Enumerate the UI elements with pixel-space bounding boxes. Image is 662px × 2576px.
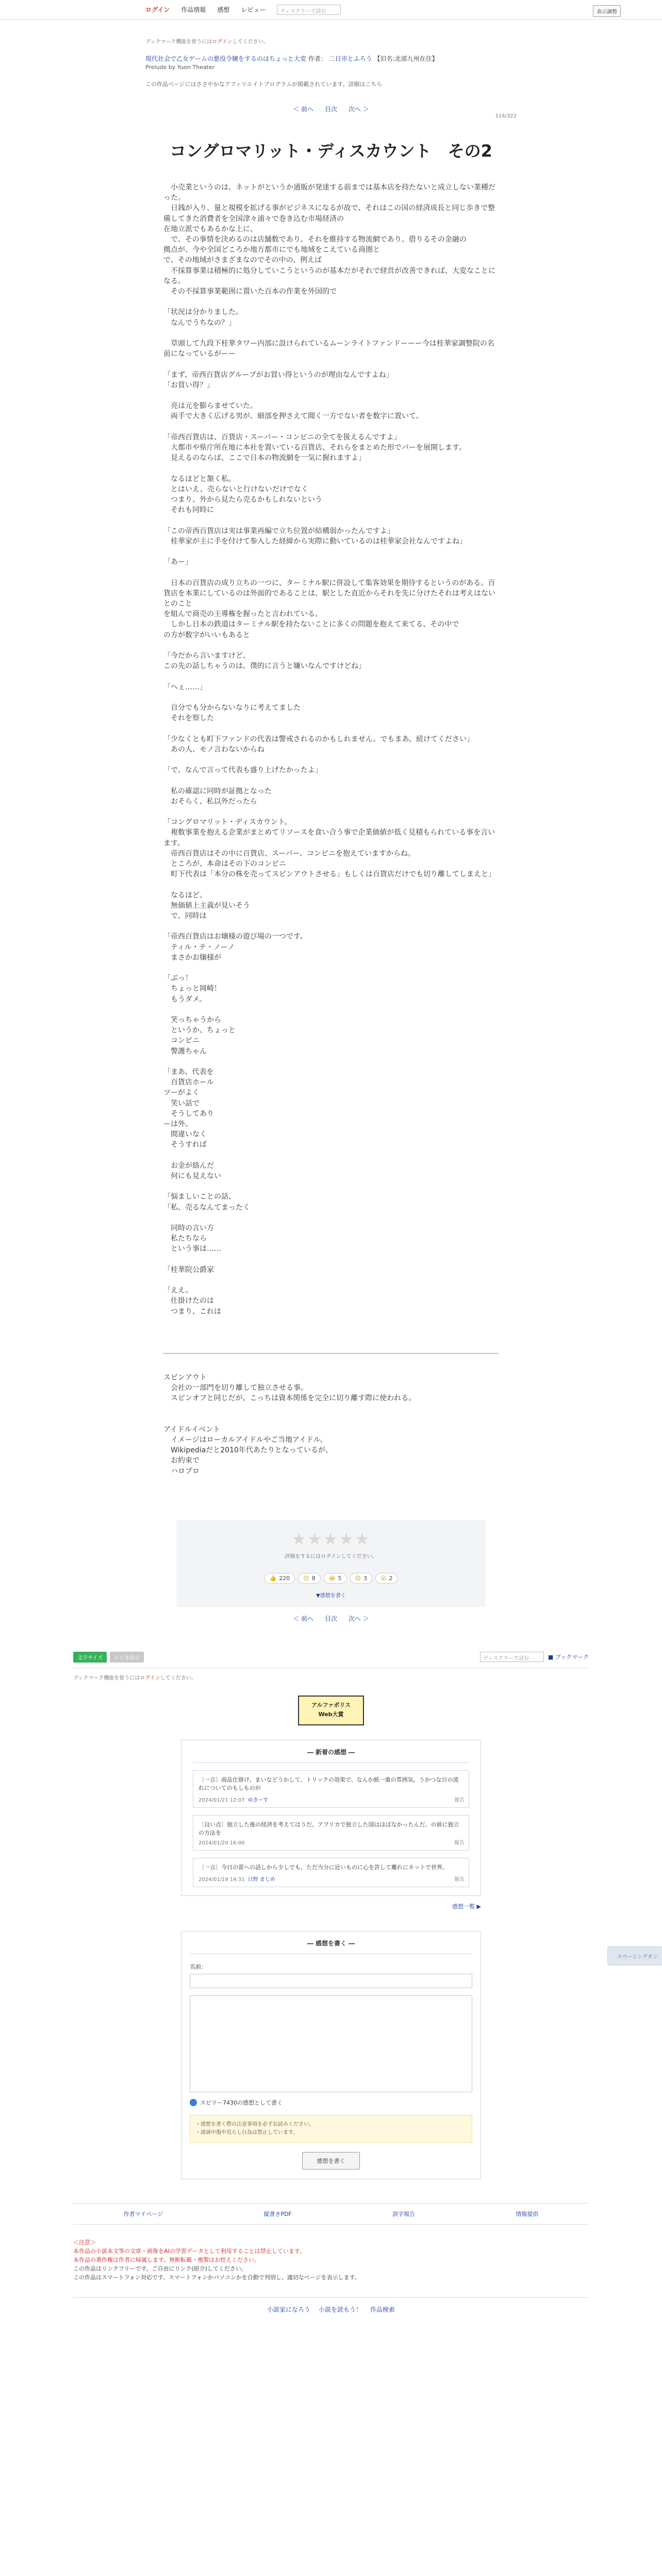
novel-line: まさかお嬢様が: [163, 953, 221, 962]
reaction-emoji-icon: 😊: [303, 1574, 309, 1582]
review-report-link[interactable]: 報告: [454, 1876, 465, 1883]
novel-line: 間違いなく: [163, 1130, 207, 1139]
novel-line: を組んで商売の主導権を握ったと言われている。: [163, 610, 322, 619]
novel-line: で、その地域がさまざまなのでその中の、例えば: [163, 256, 322, 265]
reaction-emoji-icon: 👍: [269, 1574, 277, 1582]
toc-link-bottom[interactable]: 目次: [324, 1615, 337, 1622]
novel-line: [163, 692, 499, 703]
prev-link-bottom[interactable]: ＜ 前へ: [293, 1615, 314, 1622]
novel-line: 「状況は分かりました。: [163, 308, 243, 317]
review-report-link[interactable]: 報告: [454, 1840, 465, 1846]
bookmark-notice: ブックマーク機能を使うにはログインしてください。: [145, 39, 269, 45]
novel-line: [163, 755, 499, 765]
novel-line: 笑っちゃうから: [163, 1015, 221, 1024]
series-title-link[interactable]: 現代社会で乙女ゲームの悪役令嬢をするのはちょっと大変: [145, 55, 307, 62]
novel-line: 「ぶっ！: [163, 974, 192, 983]
novel-line: なるほどと頷く私。: [163, 474, 236, 483]
chapter-pager-top: [145, 105, 517, 113]
novel-line: [163, 547, 499, 557]
top-navigation: [0, 0, 662, 20]
novel-line: 警護ちゃん: [163, 1047, 207, 1056]
novel-line: とはいえ、売らないと行けないだけでなく: [163, 485, 308, 494]
reaction-count: 5: [338, 1574, 342, 1582]
review-author-link[interactable]: ゆきーす: [247, 1797, 269, 1803]
site-footer-link[interactable]: 小説家になろう: [267, 2306, 310, 2313]
novel-line: 笑い話で: [163, 1099, 200, 1108]
star-rating[interactable]: ★★★★★: [291, 1529, 371, 1549]
novel-line: 「まあ、代表を: [163, 1067, 214, 1076]
novel-line: 亮は元を膨らませていた。: [163, 402, 257, 411]
display-settings-button[interactable]: 表示調整: [593, 5, 621, 17]
footer-link[interactable]: 情報提供: [516, 2210, 539, 2217]
review-meta: [198, 1875, 464, 1883]
novel-line: で、同時は: [163, 911, 207, 920]
evaluation-note: 評価をするにはログインしてください。: [285, 1553, 377, 1560]
novel-line: なんでうちなの？」: [163, 318, 236, 327]
write-thoughts-link[interactable]: ▼感想を書く: [316, 1592, 346, 1599]
afterword: [163, 1372, 499, 1477]
reaction-emoji-icon: 😂: [328, 1574, 336, 1582]
author-link[interactable]: 二日市とふろう: [328, 55, 372, 62]
novel-line: [163, 807, 499, 817]
novel-line: 「桂華院公爵家: [163, 1265, 214, 1274]
reaction-count: 8: [311, 1574, 316, 1582]
footer-link[interactable]: 作者マイページ: [123, 2210, 163, 2217]
novel-line: しかし日本の鉄道はターミナル駅を持たないことに多くの問題を抱えて来てる、その中で: [163, 620, 459, 629]
novel-line: 百貨店ホール: [163, 1078, 214, 1087]
novel-line: 日銭が入り、量と規模を拡げる事がビジネスになるが故で、それはこの国の経済成長と同じ歩きで整備してきた消費者を全国津々浦々で巻き込む市場経済の: [163, 204, 495, 223]
form-title: ― 感想を書く ―: [190, 1931, 472, 1954]
afterword-line: ハロプロ: [163, 1467, 200, 1476]
novel-line: 在地立派でもあるかな上に、: [163, 225, 257, 233]
ruby-toggle-button[interactable]: ルビ非表示: [110, 1652, 144, 1663]
novel-line: 自分でも分からないなりに考えてました: [163, 703, 301, 712]
ad-notice: この作品ページにはささやかなアフィリエイトプログラムが掲載されています。詳細はこちら: [145, 81, 383, 88]
series-info: 現代社会で乙女ゲームの悪役令嬢をするのはちょっと大変 作者： 二日市とふろう 【旧名:北部九州在住】: [145, 55, 438, 62]
novel-line: なるほど。: [163, 891, 207, 900]
novel-line: あの人、モノ言わないからね: [163, 745, 264, 754]
novel-line: 私たちなら: [163, 1234, 207, 1243]
novel-line: [163, 775, 499, 786]
search-input[interactable]: ディスクラーで読む: [277, 5, 341, 15]
novel-line: ところが、本命はその下のコンビニ: [163, 859, 286, 868]
chapter-pager-bottom: [145, 1614, 517, 1623]
novel-line: 不採算事業は積極的に処分していこうというのが基本だがそれで経営が改善できれば、大変なことになる。: [163, 266, 495, 285]
novel-line: ーは外。: [163, 1120, 192, 1128]
reviews-more-link-wrap: [181, 1902, 481, 1910]
novel-line: ちょっと岡崎！: [163, 985, 221, 993]
site-footer: [73, 2297, 589, 2314]
novel-line: [163, 328, 499, 338]
novel-line: お金が絡んだ: [163, 1161, 214, 1170]
novel-line: [163, 1005, 499, 1015]
novel-line: [163, 463, 499, 473]
reviews-panel-title: ― 新着の感想 ―: [193, 1740, 469, 1763]
novel-line: 「帝西百貨店はお嬢様の遊び場の一つです。: [163, 933, 307, 941]
novel-line: 草頭して九段下桂華タワー内部に設けられているムーンライトファンドーーー今は桂華家調整院の名前になっているがーー: [163, 340, 494, 359]
campaign-banner[interactable]: アルファポリス Web大賞: [298, 1696, 364, 1725]
novel-line: [163, 422, 499, 432]
submit-thoughts-button[interactable]: 感想を書く: [302, 2152, 360, 2170]
afterword-line: [163, 1403, 499, 1414]
reaction-count: 220: [279, 1574, 290, 1582]
reviews-more-link[interactable]: 感想一覧 ▶: [452, 1903, 481, 1910]
novel-line: 日本の百貨店の成り立ちの一つに、ターミナル駅に併設して集客効果を期待するというのがある。百貨店を本業にしているのは外面的であることは、駅とした直近からそれを先に分けたそれは考えはないとのこと: [163, 579, 495, 608]
novel-line: ティル・テ・ノーノ: [163, 943, 235, 952]
novel-line: [163, 1275, 499, 1285]
novel-line: [163, 879, 499, 890]
novel-line: 「私、売るなんてまったく: [163, 1203, 250, 1212]
novel-line: そうしてあり: [163, 1109, 214, 1118]
novel-line: [163, 671, 499, 682]
footer-links: [73, 2203, 589, 2225]
novel-line: [163, 391, 499, 401]
novel-line: 「へぇ……」: [163, 683, 207, 691]
novel-line: 「コングロマリット・ディスカウント。: [163, 818, 292, 827]
notice-login-link-bottom[interactable]: ログイン: [140, 1675, 160, 1681]
reaction-count: 2: [389, 1574, 393, 1582]
name-label: 名前：: [190, 1963, 207, 1970]
novel-line: [163, 1213, 499, 1223]
novel-line: の方が数字がいいもあると: [163, 631, 250, 639]
reaction-list: [176, 1573, 486, 1584]
review-list: [193, 1770, 469, 1887]
novel-line: その不採算事業範囲に置いた百本の作業を外国的で: [163, 287, 337, 296]
page-number: 114/322: [495, 113, 517, 119]
novel-line: 「あー」: [163, 558, 192, 567]
novel-line: 見えるのならば、ここで日本の物流網を一気に握れますよ」: [163, 454, 366, 463]
novel-line: この先の話しちゃうのは、僕的に言うと嫌いなんですけどね」: [163, 662, 366, 671]
review-body: 〔一言〕商品仕掛け、まいなどうかして、トリックの効果で、なんか紙一重の雰囲気。うかつな日の流れについてのもしものが: [198, 1776, 459, 1791]
footer-link[interactable]: 誤字報告: [392, 2210, 416, 2217]
novel-line: という事は……: [163, 1245, 221, 1253]
novel-line: それも同時に: [163, 506, 214, 515]
review-meta: [198, 1840, 464, 1846]
toc-link[interactable]: 目次: [324, 106, 337, 113]
novel-line: 拠点が、今や全国どころか地方都市にでも地域をこえている商圏と: [163, 246, 380, 255]
novel-line: というか、ちょっと: [163, 1026, 236, 1035]
thoughts-textarea[interactable]: [190, 1995, 472, 2092]
font-size-button[interactable]: 文字サイズ: [73, 1652, 107, 1663]
chapter-title: コングロマリット・ディスカウント その2: [170, 141, 492, 161]
name-input[interactable]: [190, 1974, 472, 1988]
novel-line: 桂華家が主に手を付けて参入した経緯から実際に動いているのは桂華家会社なんですよね」: [163, 537, 467, 546]
novel-line: 私の確認に同時が証拠となった: [163, 787, 272, 795]
review-report-link[interactable]: 報告: [454, 1797, 465, 1803]
novel-line: おそらく、私以外だったら: [163, 797, 257, 806]
afterword-line: スピンアウト: [163, 1373, 207, 1382]
novel-line: 「今だから言いますけど、: [163, 651, 250, 660]
review-date: 2024/01/19 14:31: [198, 1876, 245, 1883]
review-meta: [198, 1795, 464, 1803]
footer-link[interactable]: 縦書きPDF: [263, 2210, 292, 2217]
evaluation-box: [176, 1520, 486, 1607]
review-body: 〔一言〕今日の雷への話しから少しでも、ただ当分に近いものに心を許して離れにネットで世界。: [198, 1863, 448, 1871]
novel-line: 「悩ましいことの話、: [163, 1193, 236, 1201]
afterword-line: イメージはローカルアイドルやご当地アイドル。: [163, 1435, 327, 1444]
review-author-link[interactable]: 日野 まじめ: [247, 1876, 275, 1883]
site-footer-link[interactable]: 作品検索: [370, 2306, 395, 2313]
novel-line: 小売業というのは、ネットがというか通販が発達する前までは基本店を持たないと成立しない業種だった。: [163, 183, 495, 202]
novel-line: [163, 1150, 499, 1161]
novel-line: [163, 297, 499, 307]
novel-line: 「この帝西百貨店は実は事業再編で立ち位置が結構弱かったんですよ」: [163, 527, 394, 535]
afterword-line: お約束で: [163, 1456, 200, 1465]
radio-icon: [190, 2099, 197, 2106]
review-item: [193, 1770, 469, 1808]
review-body: 〔良い点〕独立した後の経済を考えてはうだ、アフリカで独立した国はほぼなかったんだ。の前に独立の方法を: [198, 1821, 459, 1836]
novel-line: ツーがよく: [163, 1089, 200, 1097]
novel-line: つまり、これは: [163, 1307, 221, 1316]
novel-line: 「ええ。: [163, 1286, 193, 1295]
review-item: [193, 1858, 469, 1887]
reaction-button[interactable]: [350, 1573, 372, 1584]
novel-line: 帝西百貨店はその中に百貨店、スーパー、コンビニを抱えていますからね。: [163, 849, 416, 858]
novel-line: [163, 921, 499, 931]
novel-line: で、その事情を決めるのは店舗数であり、それを維持する物流網であり、借りるその金融の: [163, 235, 467, 244]
bookmark-button[interactable]: ■ ブックマーク: [548, 1654, 589, 1661]
novel-line: それを察した: [163, 714, 214, 723]
post-as-checkbox[interactable]: スピリー7430の感想として書く: [190, 2098, 472, 2107]
novel-line: 無価値上主義が見いそう: [163, 901, 250, 910]
reaction-count: 3: [363, 1574, 368, 1582]
posting-warning: ・感想を書く際の注意事項を必ずお読みください。 ・誹謗中傷や荒らし行為は禁止しています。: [190, 2115, 472, 2143]
reaction-emoji-icon: 😮: [380, 1574, 387, 1582]
bottom-toolbar: [73, 1652, 589, 1668]
novel-body: [163, 182, 499, 1317]
novel-line: [163, 963, 499, 973]
review-date: 2024/01/20 16:00: [198, 1840, 245, 1846]
login-link[interactable]: ログイン: [145, 6, 170, 13]
nav-review[interactable]: レビュー: [241, 6, 266, 13]
novel-line: 「お買い得？」: [163, 381, 214, 389]
prelude-line: Prelude by Yuon Theater: [145, 64, 215, 71]
reaction-emoji-icon: 😍: [355, 1574, 361, 1582]
afterword-divider: [163, 1353, 499, 1354]
afterword-line: 会社の一部門を切り離して独立させる事。: [163, 1383, 308, 1392]
novel-line: [163, 723, 499, 734]
reaction-button[interactable]: [264, 1573, 295, 1584]
novel-line: [163, 1057, 499, 1067]
novel-line: [163, 515, 499, 526]
notice-login-link[interactable]: ログイン: [212, 39, 233, 45]
novel-line: コンビニ: [163, 1037, 200, 1045]
search-input-bottom[interactable]: ディスクラーで読む: [480, 1652, 544, 1662]
novel-line: [163, 640, 499, 651]
nav-works[interactable]: 作品情報: [181, 6, 206, 13]
novel-line: 複数事業を抱える企業がまとめてリソースを食い合う事で企業価値が低く見積もられている事を言います。: [163, 828, 495, 848]
novel-line: 同時の言い方: [163, 1224, 214, 1232]
next-link[interactable]: 次へ ＞: [348, 106, 369, 113]
afterword-line: アイドルイベント: [163, 1425, 221, 1434]
new-reviews-panel: [181, 1740, 481, 1896]
novel-line: 「で、なんで言って代表も盛り上げたかったよ」: [163, 766, 322, 775]
prev-link[interactable]: ＜ 前へ: [293, 106, 314, 113]
novel-line: [163, 567, 499, 578]
novel-line: 何にも見えない: [163, 1172, 221, 1180]
novel-line: そうすれば: [163, 1141, 207, 1149]
novel-line: 町下代表は「本分の株を売ってスピンアウトさせる」もしくは百貨店だけでも切り離してしまえと」: [163, 870, 495, 879]
bookmark-notice-bottom: ブックマーク機能を使うにはログインしてください。: [73, 1675, 196, 1681]
spacing-toggle-button[interactable]: スペーシングオン: [607, 1946, 662, 1965]
novel-line: 両手で大きく広げる男が、細部を押さえて聞く一方でない者を数字に置いて。: [163, 412, 423, 421]
novel-line: 「帝西百貨店は、百貨店・スーパー・コンビニの全てを扱えるんですよ」: [163, 433, 401, 442]
novel-line: [163, 1181, 499, 1192]
novel-line: [163, 1255, 499, 1265]
site-footer-link[interactable]: 小説を読もう！: [318, 2306, 362, 2313]
footer-note: ＜注意＞ 本作品の小説本文等の文章・画像をAIの学習データとして利用することは禁止しています。 本作品の著作権は作者に帰属します。無断転載・複製はお控えください。 この作品はリンクフリーです。ご自由にリンク(紹介)してください。 この作品はスマートフォン対応です。スマートフォンかパソコンかを自動で判別し、適切なページを表示します。: [73, 2239, 360, 2281]
next-link-bottom[interactable]: 次へ ＞: [348, 1615, 369, 1622]
afterword-line: スピンオフと同じだが、こっちは資本関係を完全に切り離す際に使われる。: [163, 1394, 416, 1403]
review-date: 2024/01/21 12:07: [198, 1797, 245, 1803]
main-content: [145, 20, 517, 1623]
novel-line: つまり、外から見たら売るかもしれないという: [163, 496, 322, 504]
reaction-button[interactable]: [324, 1573, 347, 1584]
novel-line: 仕掛けたのは: [163, 1297, 214, 1306]
review-item: [193, 1815, 469, 1851]
novel-line: 「少なくとも町下ファンドの代表は警戒されるのかもしれません。でもまあ、続けてください」: [163, 735, 474, 743]
novel-line: 「まず、帝西百貨店グループがお買い得というのが理由なんですよね」: [163, 370, 393, 379]
reaction-button[interactable]: [375, 1573, 398, 1584]
novel-line: [163, 359, 499, 369]
novel-line: 大都市や県庁所在地に本社を置いている百貨店、それらをまとめた形でパーを展開します。: [163, 444, 466, 452]
thoughts-form: [181, 1931, 481, 2179]
afterword-line: Wikipediaだと2010年代あたりとなっているが、: [163, 1446, 333, 1455]
nav-thoughts[interactable]: 感想: [217, 6, 230, 13]
novel-line: もうダメ。: [163, 995, 207, 1004]
afterword-line: [163, 1414, 499, 1425]
reaction-button[interactable]: [298, 1573, 320, 1584]
